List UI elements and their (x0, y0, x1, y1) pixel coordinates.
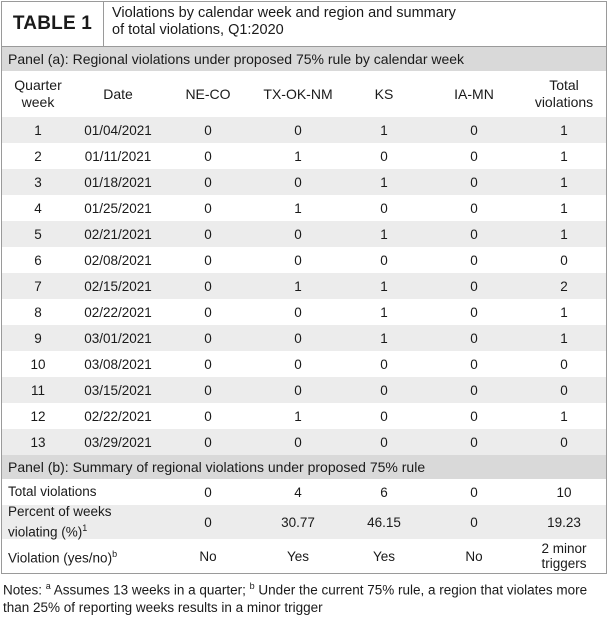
table-row (2, 195, 606, 221)
table-row (2, 169, 606, 195)
cell-week: 11 (30, 382, 45, 398)
col-ne-co: NE-CO (185, 85, 231, 102)
cell-ia-mn: 0 (470, 278, 478, 294)
cell-date: 02/08/2021 (84, 252, 152, 268)
cell-ks: 0 (380, 148, 388, 164)
table-row (2, 273, 606, 299)
summary-label: Total violations (8, 484, 97, 499)
summary-cell-total: 10 (556, 484, 572, 500)
table-row (2, 117, 606, 143)
summary-row-violation (2, 539, 606, 573)
note-a-text: Assumes 13 weeks in a quarter; (50, 582, 250, 598)
summary-cell-ne-co: 0 (204, 514, 212, 530)
summary-label-text: Violation (yes/no) (8, 550, 113, 566)
cell-week: 3 (34, 174, 42, 190)
cell-date: 01/04/2021 (84, 122, 152, 138)
cell-ia-mn: 0 (470, 304, 478, 320)
cell-tx-ok-nm: 0 (294, 434, 302, 450)
cell-tx-ok-nm: 0 (294, 174, 302, 190)
summary-cell-ne-co: 0 (204, 484, 212, 500)
cell-ne-co: 0 (204, 148, 212, 164)
table-row (2, 143, 606, 169)
cell-week: 6 (34, 252, 42, 268)
cell-tx-ok-nm: 1 (294, 278, 302, 294)
panel-a-rows (2, 117, 606, 455)
cell-ne-co: 0 (204, 200, 212, 216)
cell-total: 1 (560, 148, 568, 164)
cell-total: 1 (560, 330, 568, 346)
cell-total: 1 (560, 226, 568, 242)
cell-total: 1 (560, 174, 568, 190)
col-quarter-week (2, 77, 74, 111)
violations-table (1, 46, 607, 574)
cell-ia-mn: 0 (470, 408, 478, 424)
col-ia-mn: IA-MN (454, 85, 494, 102)
cell-ne-co: 0 (204, 382, 212, 398)
summary-total-line-2: triggers (541, 556, 587, 571)
cell-ne-co: 0 (204, 330, 212, 346)
cell-ia-mn: 0 (470, 356, 478, 372)
cell-tx-ok-nm: 0 (294, 356, 302, 372)
cell-total: 1 (560, 122, 568, 138)
cell-week: 10 (30, 356, 46, 372)
cell-tx-ok-nm: 0 (294, 226, 302, 242)
cell-total: 1 (560, 304, 568, 320)
summary-cell-tx-ok-nm: 4 (294, 484, 302, 500)
cell-date: 02/22/2021 (84, 408, 152, 424)
summary-cell-ne-co: No (199, 548, 217, 564)
table-label: TABLE 1 (2, 2, 104, 46)
table-row (2, 351, 606, 377)
cell-tx-ok-nm: 0 (294, 252, 302, 268)
table-title-line-1: Violations by calendar week and region and summary (112, 5, 456, 21)
cell-ia-mn: 0 (470, 434, 478, 450)
col-total-line-2: violations (534, 94, 594, 110)
summary-cell-total (522, 541, 606, 571)
cell-ne-co: 0 (204, 226, 212, 242)
cell-date: 03/15/2021 (84, 382, 152, 398)
table-row (2, 247, 606, 273)
summary-total-line-1: 2 minor (541, 541, 587, 556)
cell-ks: 1 (380, 174, 388, 190)
panel-a-title: Panel (a): Regional violations under proposed 75% rule by calendar week (2, 47, 606, 71)
cell-ia-mn: 0 (470, 122, 478, 138)
summary-cell-total: 19.23 (547, 514, 581, 530)
cell-date: 03/01/2021 (84, 330, 152, 346)
cell-ks: 1 (380, 226, 388, 242)
cell-ne-co: 0 (204, 304, 212, 320)
cell-week: 4 (34, 200, 42, 216)
footnote-marker: b (249, 581, 255, 591)
cell-ks: 1 (380, 278, 388, 294)
col-quarter-week-line-2: week (21, 94, 55, 110)
cell-ia-mn: 0 (470, 330, 478, 346)
cell-total: 2 (560, 278, 568, 294)
cell-total: 1 (560, 408, 568, 424)
cell-total: 0 (560, 382, 568, 398)
table-row (2, 377, 606, 403)
cell-date: 01/18/2021 (84, 174, 152, 190)
cell-ne-co: 0 (204, 174, 212, 190)
footnote-marker: b (112, 548, 118, 559)
cell-ks: 1 (380, 330, 388, 346)
table-figure (1, 1, 607, 616)
cell-ia-mn: 0 (470, 226, 478, 242)
notes-prefix: Notes: (3, 582, 46, 598)
cell-ia-mn: 0 (470, 382, 478, 398)
table-title-line-2: of total violations, Q1:2020 (112, 22, 284, 38)
table-title (104, 2, 606, 46)
cell-date: 02/21/2021 (84, 226, 152, 242)
summary-cell-ia-mn: 0 (470, 484, 478, 500)
cell-week: 7 (34, 278, 42, 294)
cell-week: 13 (30, 434, 46, 450)
cell-ne-co: 0 (204, 252, 212, 268)
cell-tx-ok-nm: 1 (294, 408, 302, 424)
cell-date: 03/29/2021 (84, 434, 152, 450)
summary-cell-ks: 46.15 (367, 514, 401, 530)
summary-cell-tx-ok-nm: Yes (286, 548, 310, 564)
col-total-line-1: Total (549, 77, 579, 93)
cell-total: 0 (560, 434, 568, 450)
cell-ks: 0 (380, 382, 388, 398)
col-total-violations (522, 77, 606, 111)
table-row (2, 299, 606, 325)
table-row (2, 325, 606, 351)
cell-ks: 0 (380, 356, 388, 372)
note-b-text: Under the current 75% rule, a region that violates more than 25% of reporting weeks results in a minor trigger (3, 582, 588, 615)
cell-ia-mn: 0 (470, 148, 478, 164)
cell-week: 8 (34, 304, 42, 320)
cell-ks: 0 (380, 434, 388, 450)
cell-ks: 0 (380, 408, 388, 424)
cell-ia-mn: 0 (470, 252, 478, 268)
cell-week: 5 (34, 226, 42, 242)
summary-cell-ia-mn: No (465, 548, 483, 564)
cell-total: 0 (560, 356, 568, 372)
cell-ia-mn: 0 (470, 200, 478, 216)
summary-row-percent (2, 505, 606, 539)
cell-week: 9 (34, 330, 42, 346)
summary-label-line-1: Percent of weeks (8, 503, 112, 519)
footnote-marker: a (45, 581, 51, 591)
cell-ks: 1 (380, 122, 388, 138)
cell-tx-ok-nm: 0 (294, 382, 302, 398)
summary-label-line-2 (8, 520, 162, 541)
cell-date: 01/25/2021 (84, 200, 152, 216)
cell-tx-ok-nm: 1 (294, 148, 302, 164)
table-row (2, 403, 606, 429)
cell-ne-co: 0 (204, 122, 212, 138)
table-row (2, 221, 606, 247)
cell-ia-mn: 0 (470, 174, 478, 190)
col-ks: KS (374, 85, 394, 102)
summary-cell-ia-mn: 0 (470, 514, 478, 530)
cell-tx-ok-nm: 1 (294, 200, 302, 216)
cell-total: 1 (560, 200, 568, 216)
cell-tx-ok-nm: 0 (294, 122, 302, 138)
cell-ks: 0 (380, 200, 388, 216)
cell-ne-co: 0 (204, 356, 212, 372)
cell-tx-ok-nm: 0 (294, 304, 302, 320)
cell-date: 02/22/2021 (84, 304, 152, 320)
summary-label (2, 504, 162, 541)
table-row (2, 429, 606, 455)
cell-date: 02/15/2021 (84, 278, 152, 294)
cell-week: 2 (34, 148, 42, 164)
cell-tx-ok-nm: 0 (294, 330, 302, 346)
summary-cell-ks: 6 (380, 484, 388, 500)
cell-date: 01/11/2021 (84, 148, 152, 164)
cell-ks: 1 (380, 304, 388, 320)
table-notes (1, 574, 607, 616)
col-tx-ok-nm: TX-OK-NM (263, 85, 333, 102)
cell-ne-co: 0 (204, 408, 212, 424)
footnote-marker: 1 (82, 522, 88, 533)
cell-date: 03/08/2021 (84, 356, 152, 372)
col-date: Date (103, 85, 133, 102)
summary-label (2, 546, 162, 567)
panel-b-title: Panel (b): Summary of regional violations under proposed 75% rule (2, 455, 606, 479)
column-header-row (2, 71, 606, 117)
summary-cell-ks: Yes (372, 548, 396, 564)
cell-week: 1 (34, 122, 42, 138)
table-header (1, 1, 607, 46)
summary-cell-tx-ok-nm: 30.77 (281, 514, 315, 530)
summary-row-total (2, 479, 606, 505)
col-quarter-week-line-1: Quarter (14, 77, 62, 93)
cell-ks: 0 (380, 252, 388, 268)
cell-ne-co: 0 (204, 278, 212, 294)
cell-week: 12 (30, 408, 46, 424)
cell-total: 0 (560, 252, 568, 268)
cell-ne-co: 0 (204, 434, 212, 450)
summary-label-text: violating (%) (8, 524, 83, 540)
